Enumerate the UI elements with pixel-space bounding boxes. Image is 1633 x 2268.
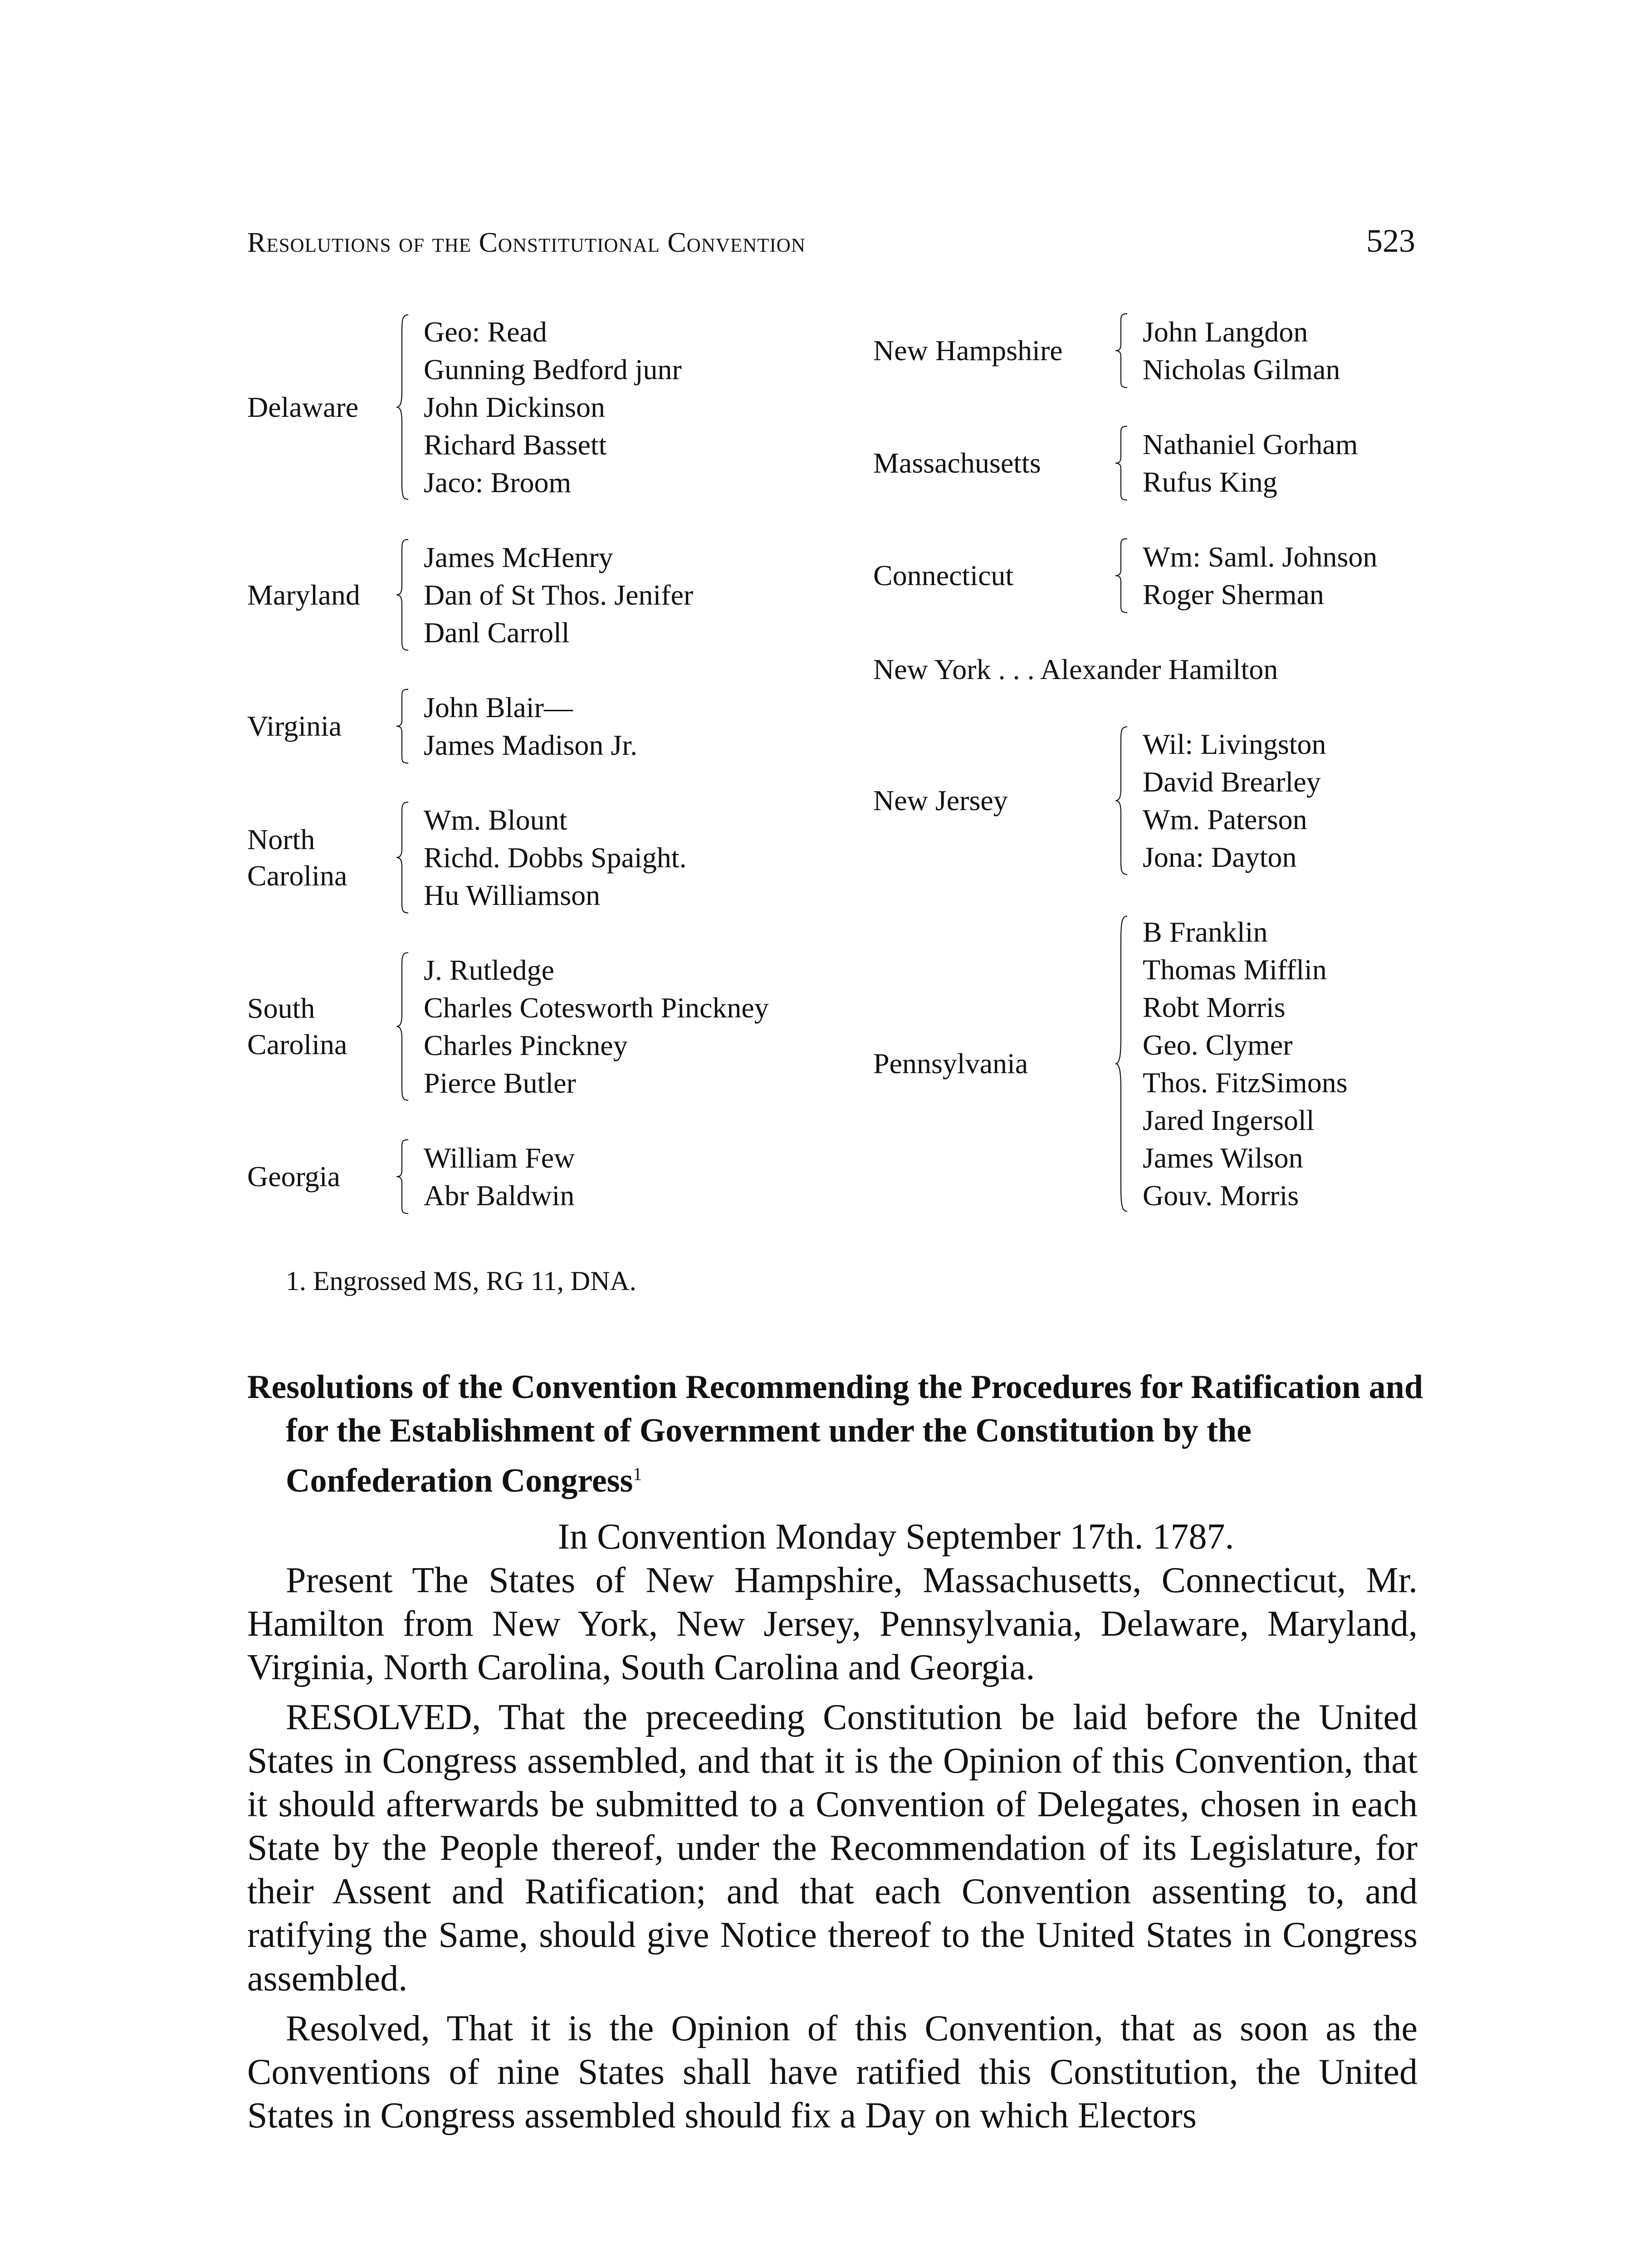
delegate-list	[424, 313, 682, 501]
delegate-name: David Brearley	[1143, 766, 1321, 798]
delegate-name: James Madison Jr.	[424, 729, 638, 761]
curly-brace	[1114, 313, 1130, 388]
brace	[395, 1139, 411, 1214]
delegate-name: Wm. Paterson	[1143, 803, 1307, 836]
state-name-line: Pennsylvania	[873, 1047, 1028, 1080]
state-name	[247, 1158, 395, 1195]
delegate-name: William Few	[424, 1142, 575, 1174]
curly-brace	[1114, 913, 1130, 1214]
delegate-name: Wm: Saml. Johnson	[1143, 541, 1378, 573]
delegate-name: Jaco: Broom	[424, 466, 572, 499]
delegate-name: Dan of St Thos. Jenifer	[424, 579, 694, 611]
state-name	[873, 782, 1114, 819]
state-name-line: New Hampshire	[873, 334, 1063, 367]
state-name-line: North	[247, 823, 315, 855]
delegate-name: Roger Sherman	[1143, 578, 1324, 611]
delegate-name: James Wilson	[1143, 1142, 1303, 1174]
state-delegation	[247, 951, 891, 1102]
state-name-line: Georgia	[247, 1160, 340, 1193]
delegate-name: John Langdon	[1143, 316, 1308, 348]
curly-brace	[1114, 725, 1130, 876]
brace	[1114, 313, 1130, 388]
delegate-name: Gouv. Morris	[1143, 1179, 1299, 1212]
state-name-line: South	[247, 992, 315, 1024]
delegate-name: Wm. Blount	[424, 804, 567, 836]
delegate-name: Wil: Livingston	[1143, 728, 1326, 760]
delegate-list	[424, 1139, 575, 1214]
delegate-name: James McHenry	[424, 541, 613, 573]
delegate-name: Nathaniel Gorham	[1143, 428, 1358, 460]
state-delegation	[873, 425, 1436, 501]
state-name-line: Maryland	[247, 578, 360, 611]
curly-brace	[395, 951, 411, 1102]
delegate-name: Richd. Dobbs Spaight.	[424, 841, 687, 874]
delegate-name: B Franklin	[1143, 916, 1268, 948]
delegate-list	[1143, 913, 1348, 1214]
footnote-marker: 1	[633, 1464, 642, 1484]
curly-brace	[395, 689, 411, 764]
state-name	[247, 990, 395, 1063]
state-delegation	[873, 538, 1436, 613]
curly-brace	[1114, 425, 1130, 501]
brace	[395, 313, 411, 501]
delegate-name: Geo: Read	[424, 316, 547, 348]
signers-left-column	[247, 313, 891, 1251]
delegate-list	[424, 538, 693, 651]
state-name-line: Virginia	[247, 710, 342, 742]
state-name	[247, 389, 395, 425]
state-name-line: Carolina	[247, 1028, 347, 1061]
signers-right-column	[873, 313, 1436, 1251]
delegate-name: Geo. Clymer	[1143, 1029, 1293, 1061]
delegate-list	[1143, 725, 1326, 876]
curly-brace	[395, 1139, 411, 1214]
curly-brace	[395, 313, 411, 501]
state-name	[247, 577, 395, 613]
state-delegation	[247, 801, 891, 914]
document-title	[247, 1365, 1456, 1503]
document-body	[247, 1515, 1418, 2144]
state-delegation	[873, 913, 1436, 1214]
dateline: In Convention Monday September 17th. 1787.	[557, 1517, 1234, 1557]
delegate-name: John Blair—	[424, 691, 573, 723]
delegate-name: Robt Morris	[1143, 991, 1286, 1023]
brace	[395, 951, 411, 1102]
delegate-name: Richard Bassett	[424, 429, 607, 461]
state-delegation	[247, 538, 891, 651]
delegate-name: Pierce Butler	[424, 1067, 576, 1099]
delegate-name: Gunning Bedford junr	[424, 353, 682, 386]
delegate-name: Thos. FitzSimons	[1143, 1066, 1348, 1099]
state-name	[247, 708, 395, 744]
state-delegation	[247, 313, 891, 501]
delegate-name: Charles Pinckney	[424, 1029, 628, 1061]
delegate-list	[424, 951, 769, 1102]
delegate-name: Rufus King	[1143, 466, 1277, 498]
delegate-name: Hu Williamson	[424, 879, 601, 911]
curly-brace	[1114, 538, 1130, 613]
state-name-line: Connecticut	[873, 559, 1014, 591]
delegate-name: Charles Cotesworth Pinckney	[424, 992, 769, 1024]
brace	[395, 801, 411, 914]
curly-brace	[395, 538, 411, 651]
state-name	[873, 445, 1114, 481]
delegate-name: J. Rutledge	[424, 954, 554, 986]
delegate-name: Danl Carroll	[424, 616, 570, 649]
running-title: Resolutions of the Constitutional Convention	[247, 227, 806, 258]
delegate-name: Thomas Mifflin	[1143, 953, 1327, 986]
brace	[1114, 425, 1130, 501]
state-name	[247, 821, 395, 894]
state-name-line: Massachusetts	[873, 447, 1041, 479]
state-delegation	[873, 725, 1436, 876]
page-number: 523	[1366, 223, 1415, 259]
running-header	[247, 222, 1415, 272]
curly-brace	[395, 801, 411, 914]
document-title-text: Resolutions of the Convention Recommending the Procedures for Ratification and for the Establishment of Government under the Constitution by the Confederation Congress	[247, 1369, 1423, 1500]
signer-single-line: New York . . . Alexander Hamilton	[873, 653, 1278, 685]
delegate-name: John Dickinson	[424, 391, 605, 423]
state-delegation	[873, 313, 1436, 388]
state-name	[873, 557, 1114, 594]
delegate-list	[1143, 538, 1377, 613]
brace	[1114, 913, 1130, 1214]
delegate-list	[1143, 425, 1358, 501]
state-name-line: Delaware	[247, 391, 359, 423]
state-delegation	[247, 689, 891, 764]
delegate-name: Nicholas Gilman	[1143, 353, 1340, 386]
state-delegation	[247, 1139, 891, 1214]
delegate-name: Abr Baldwin	[424, 1179, 575, 1212]
delegate-name: Jona: Dayton	[1143, 841, 1297, 873]
paragraph-present: Present The States of New Hampshire, Massachusetts, Connecticut, Mr. Hamilton from New York, New Jersey, Pennsylvania, Delaware, Maryland, Virginia, North Carolina, South Carolina and Georgia.	[247, 1560, 1418, 1687]
state-name-line: Carolina	[247, 859, 347, 892]
brace	[1114, 538, 1130, 613]
footnote: 1. Engrossed MS, RG 11, DNA.	[286, 1266, 636, 1296]
delegate-name: Jared Ingersoll	[1143, 1104, 1315, 1136]
state-name	[873, 1046, 1114, 1082]
paragraph-resolved-second: Resolved, That it is the Opinion of this Convention, that as soon as the Conventions of nine States shall have ratified this Constitution, the United States in Congress assembled should fix a Day on which Electors	[247, 2009, 1418, 2136]
state-name-line: New Jersey	[873, 784, 1008, 816]
brace	[1114, 725, 1130, 876]
state-name	[873, 332, 1114, 369]
brace	[395, 538, 411, 651]
delegate-list	[1143, 313, 1340, 388]
paragraph-resolved-first: RESOLVED, That the preceeding Constitution be laid before the United States in Congress assembled, and that it is the Opinion of this Convention, that it should afterwards be submitted to a Convention of Delegates, chosen in each State by the People thereof, under the Recommendation of its Legislature, for their Assent and Ratification; and that each Convention assenting to, and ratifying the Same, should give Notice thereof to the United States in Congress assembled.	[247, 1697, 1418, 1999]
brace	[395, 689, 411, 764]
delegate-list	[424, 689, 637, 764]
delegate-list	[424, 801, 687, 914]
